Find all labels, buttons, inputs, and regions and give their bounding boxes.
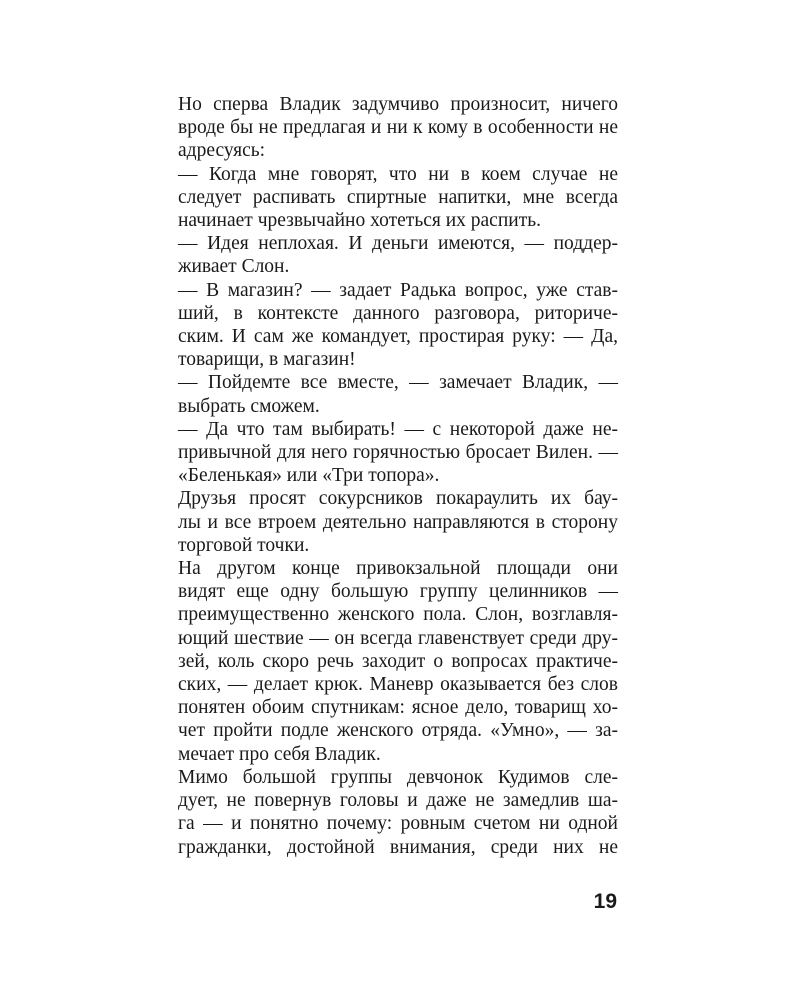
text-line: торговой точки. [178, 534, 310, 556]
text-line: дует, не повернув головы и даже не замедлив ша- [178, 790, 618, 812]
text-line: ющий шествие — он всегда главенствует среди дру- [178, 627, 618, 649]
text-line: адресуясь: [178, 140, 266, 162]
text-line: — Да что там выбирать! — с некоторой даже не- [178, 418, 618, 440]
body-text [178, 93, 618, 859]
text-line: лы и все втроем деятельно направляются в сторону [178, 511, 618, 533]
text-line: привычной для него горячностью бросает Вилен. — [178, 442, 618, 464]
text-line: видят еще одну большую группу целинников — [178, 581, 618, 603]
text-line: начинает чрезвычайно хотеться их распить. [178, 210, 541, 232]
text-line: На другом конце привокзальной площади они [178, 558, 618, 580]
text-line: преимущественно женского пола. Слон, возглавля- [178, 604, 618, 626]
text-line: гражданки, достойной внимания, среди них не [178, 836, 618, 858]
text-line: товарищи, в магазин! [178, 349, 356, 371]
text-line: зей, коль скоро речь заходит о вопросах практиче- [178, 650, 618, 672]
text-line: — Когда мне говорят, что ни в коем случае не [178, 163, 618, 185]
text-line: Но сперва Владик задумчиво произносит, ничего [178, 94, 618, 115]
text-line: ских, — делает крюк. Маневр оказывается без слов [178, 674, 618, 696]
text-line: следует распивать спиртные напитки, мне всегда [178, 186, 618, 208]
text-line: — Идея неплохая. И деньги имеются, — поддер- [178, 233, 618, 255]
text-line: — В магазин? — задает Радька вопрос, уже став- [178, 279, 618, 301]
text-line: Друзья просят сокурсников покараулить их бау- [178, 488, 618, 510]
text-line: живает Слон. [178, 256, 290, 278]
text-line: мечает про себя Владик. [178, 743, 381, 765]
paragraph [178, 371, 618, 417]
page-number: 19 [593, 890, 617, 913]
paragraph [178, 487, 618, 557]
text-line: Мимо большой группы девчонок Кудимов сле- [178, 766, 618, 788]
text-line: чет пройти подле женского отряда. «Умно», — за- [178, 720, 618, 742]
text-line: понятен обоим спутникам: ясное дело, товарищ хо- [178, 697, 618, 719]
text-line: — Пойдемте все вместе, — замечает Владик, — [178, 372, 618, 394]
text-line: «Беленькая» или «Три топора». [178, 465, 440, 487]
paragraph [178, 232, 618, 278]
paragraph [178, 93, 618, 163]
text-line: ским. И сам же командует, простирая руку: — Да, [178, 326, 618, 348]
paragraph [178, 766, 618, 859]
text-line: ший, в контексте данного разговора, риториче- [178, 302, 618, 324]
text-line: га — и понятно почему: ровным счетом ни одной [178, 813, 618, 835]
text-line: вроде бы не предлагая и ни к кому в особенности не [178, 117, 618, 139]
text-line: выбрать сможем. [178, 395, 320, 417]
paragraph [178, 557, 618, 766]
paragraph [178, 163, 618, 233]
paragraph [178, 418, 618, 488]
paragraph [178, 279, 618, 372]
